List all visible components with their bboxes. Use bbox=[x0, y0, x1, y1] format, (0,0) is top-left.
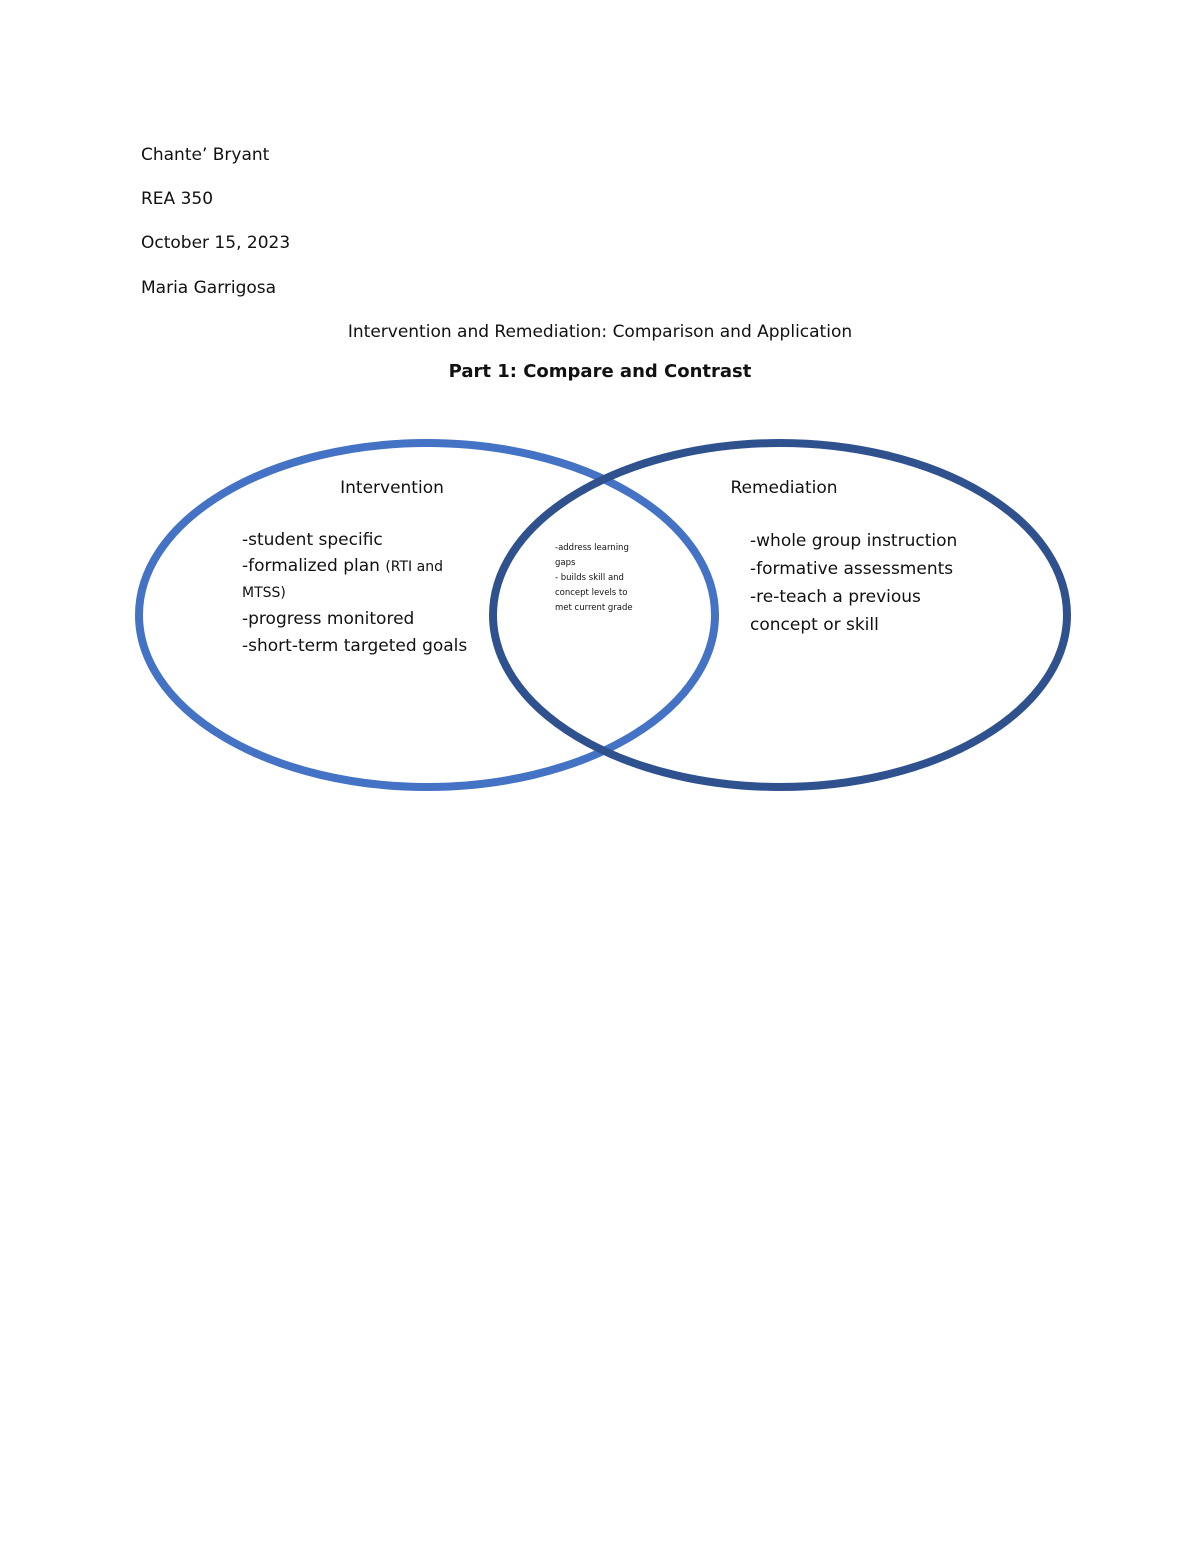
instructor-name: Maria Garrigosa bbox=[141, 278, 277, 298]
overlap-list bbox=[555, 541, 655, 616]
list-item: gaps bbox=[555, 558, 576, 568]
intervention-list bbox=[242, 527, 482, 660]
list-item-text: -formalized plan bbox=[242, 556, 386, 576]
list-item: concept levels to bbox=[555, 588, 628, 598]
list-item: -student specific bbox=[242, 530, 383, 550]
list-item: -short-term targeted goals bbox=[242, 636, 468, 656]
list-item bbox=[242, 554, 482, 606]
list-item: - builds skill and bbox=[555, 573, 624, 583]
list-item: -progress monitored bbox=[242, 609, 415, 629]
remediation-list bbox=[750, 527, 1010, 639]
list-item-note: (RTI and bbox=[385, 559, 443, 575]
list-item: concept or skill bbox=[750, 615, 879, 635]
intervention-label: Intervention bbox=[340, 478, 444, 498]
list-item: -address learning bbox=[555, 543, 629, 553]
list-item: -formative assessments bbox=[750, 559, 954, 579]
list-item: -whole group instruction bbox=[750, 531, 958, 551]
list-item: -re-teach a previous bbox=[750, 587, 921, 607]
date: October 15, 2023 bbox=[141, 233, 291, 253]
list-item: met current grade bbox=[555, 603, 633, 613]
list-item-note: MTSS) bbox=[242, 585, 286, 601]
remediation-label: Remediation bbox=[730, 478, 838, 498]
student-name: Chante’ Bryant bbox=[141, 145, 270, 165]
document-title: Intervention and Remediation: Comparison and Application bbox=[347, 322, 853, 342]
section-heading: Part 1: Compare and Contrast bbox=[448, 361, 752, 382]
course-code: REA 350 bbox=[141, 189, 214, 209]
